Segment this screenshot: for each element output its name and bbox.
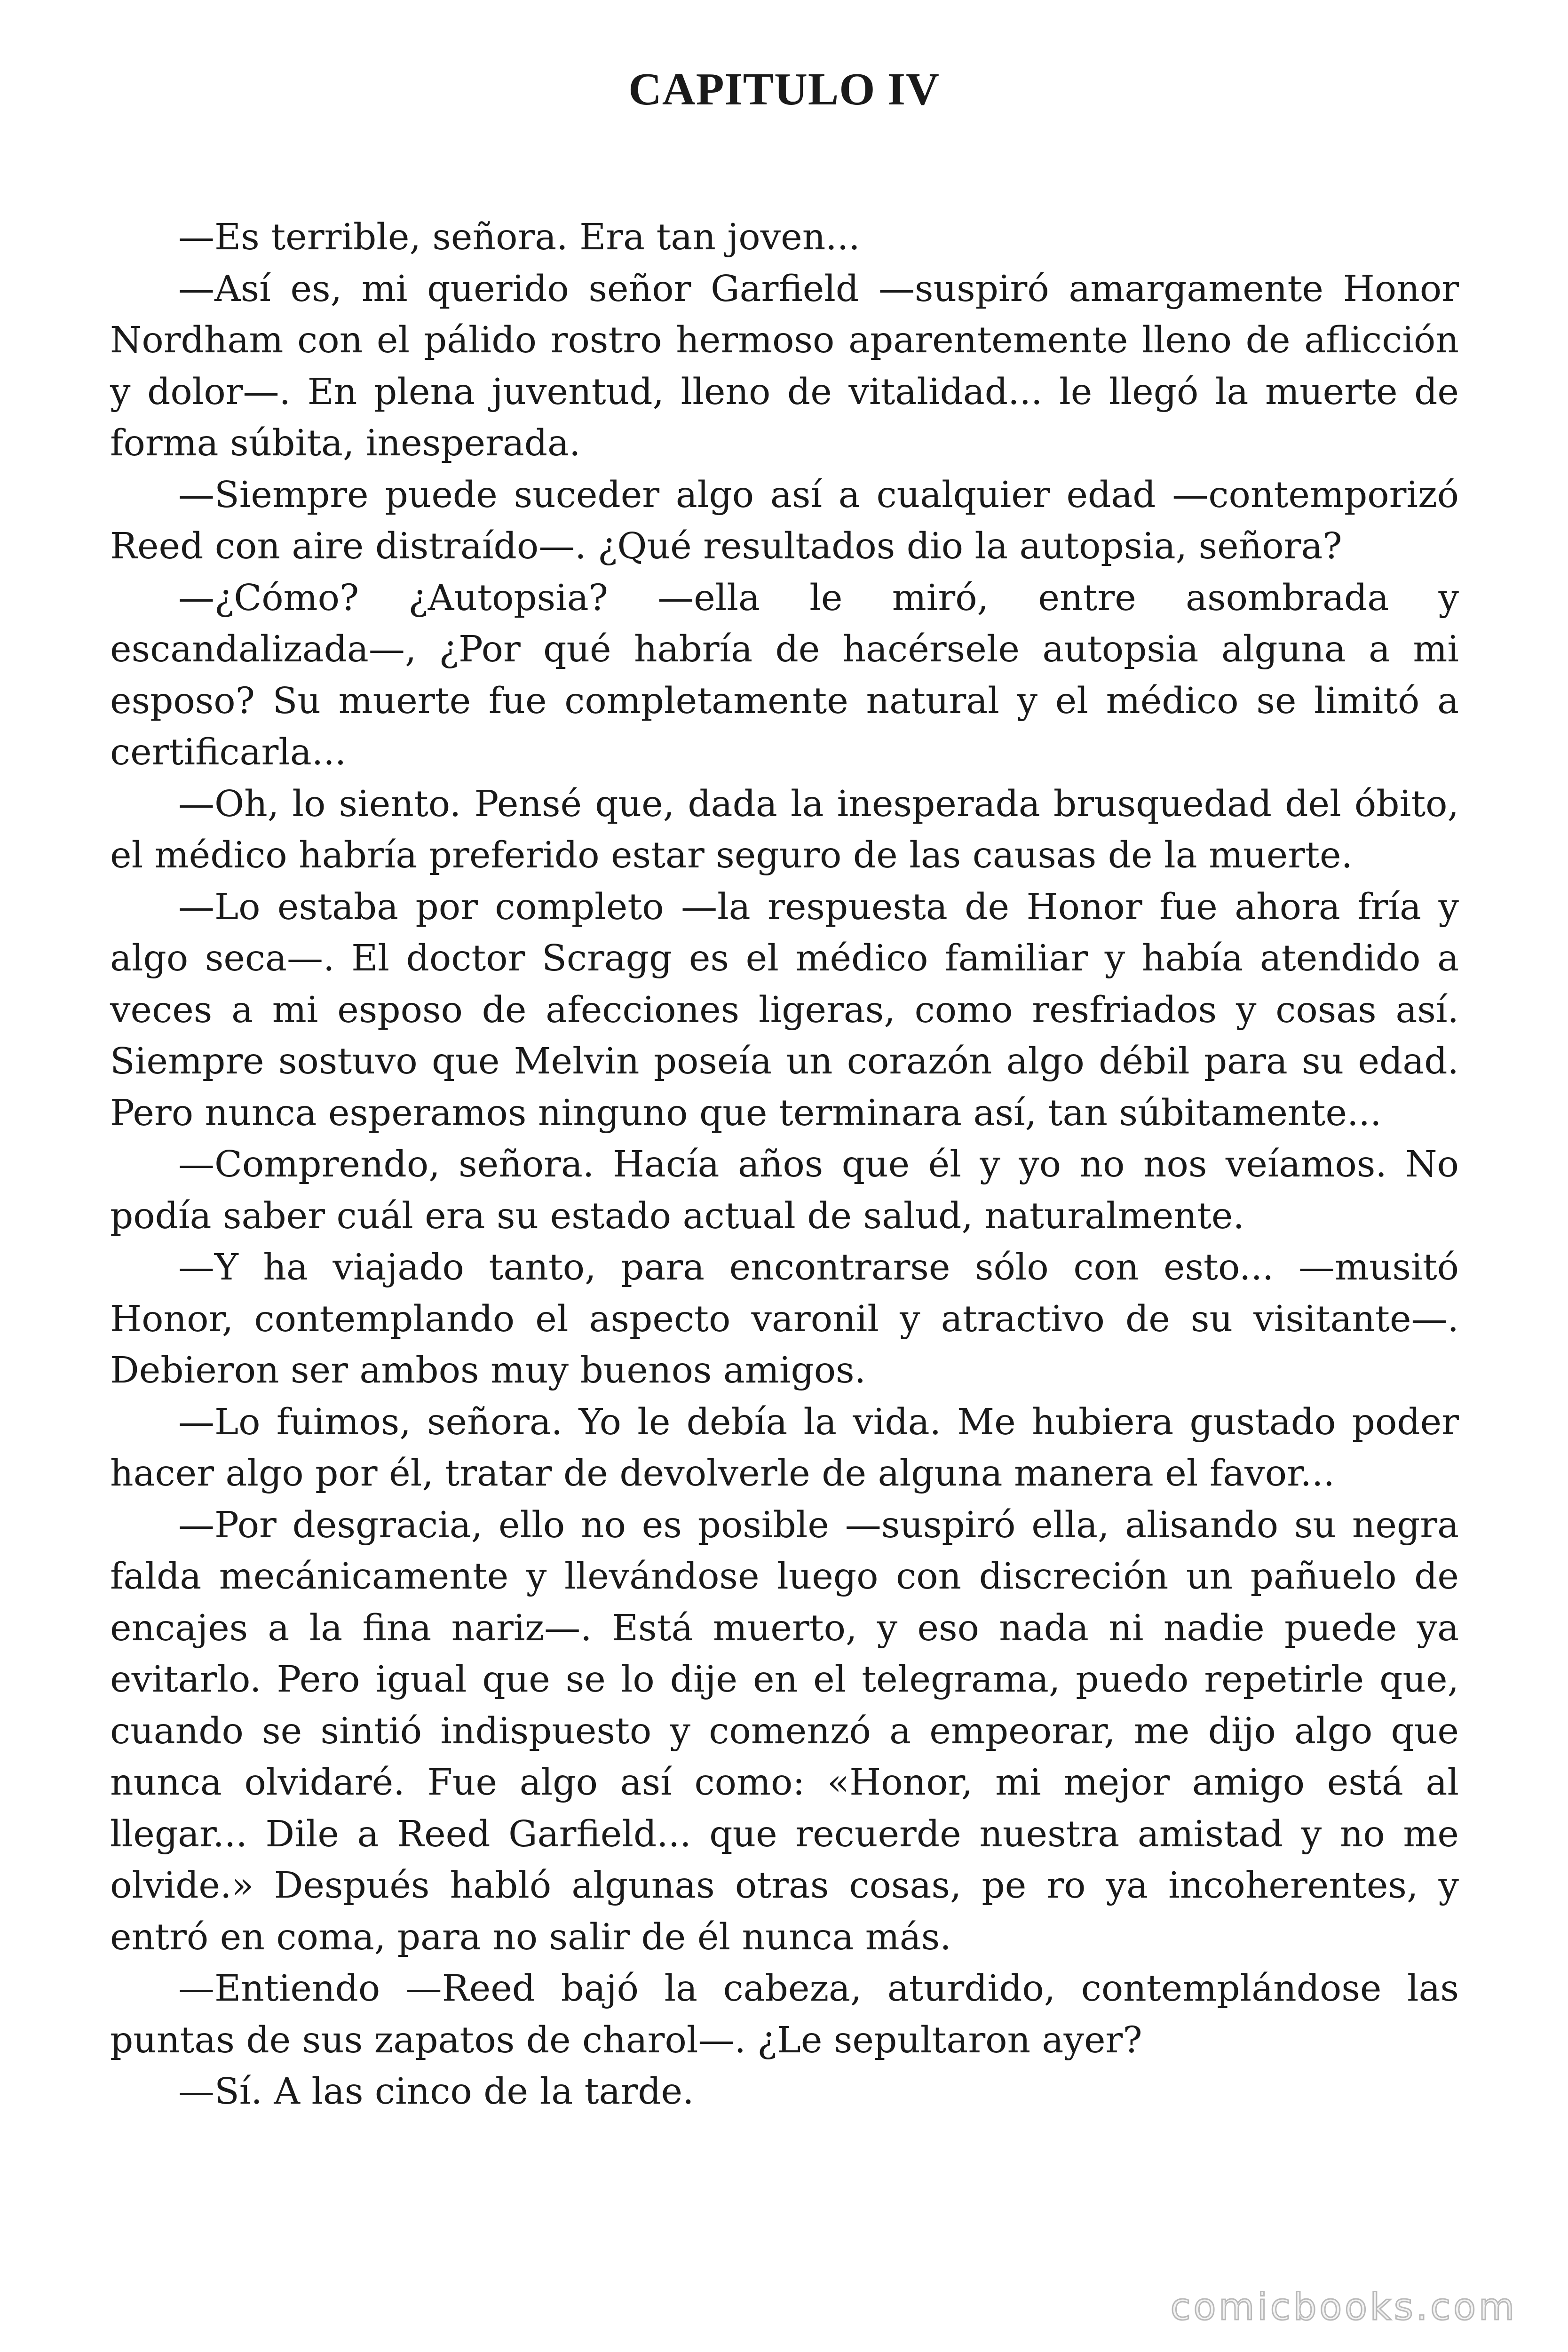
paragraph: —Así es, mi querido señor Garfield —suspiró amargamente Honor Nordham con el pálido rostro hermoso aparentemente lleno de aflicción y dolor—. En plena juventud, lleno de vitalidad... le llegó la muerte de forma súbita, inesperada. <box>110 268 1459 464</box>
chapter-title: CAPITULO IV <box>628 64 940 115</box>
paragraph: —Lo fuimos, señora. Yo le debía la vida. Me hubiera gustado poder hacer algo por él, tratar de devolverle de alguna manera el favor... <box>110 1401 1459 1494</box>
paragraph: —Oh, lo siento. Pensé que, dada la inesperada brusquedad del óbito, el médico habría preferido estar seguro de las causas de la muerte. <box>110 783 1459 876</box>
watermark-logo: comicbooks.com <box>1170 2286 1517 2328</box>
paragraph: —Y ha viajado tanto, para encontrarse sólo con esto... —musitó Honor, contemplando el aspecto varonil y atractivo de su visitante—. Debieron ser ambos muy buenos amigos. <box>110 1247 1459 1391</box>
paragraph: —Siempre puede suceder algo así a cualquier edad —contemporizó Reed con aire distraído—. ¿Qué resultados dio la autopsia, señora? <box>110 474 1459 567</box>
paragraph: —Por desgracia, ello no es posible —suspiró ella, alisando su negra falda mecánicamente y llevándose luego con discreción un pañuelo de encajes a la fina nariz—. Está muerto, y eso nada ni nadie puede ya evitarlo. Pero igual que se lo dije en el telegrama, puedo repetirle que, cuando se sintió indispuesto y comenzó a empeorar, me dijo algo que nunca olvidaré. Fue algo así como: «Honor, mi mejor amigo está al llegar... Dile a Reed Garfield... que recuerde nuestra amistad y no me olvide.» Después habló algunas otras cosas, pe ro ya incoherentes, y entró en coma, para no salir de él nunca más. <box>110 1504 1459 1958</box>
chapter-body <box>110 212 1459 2118</box>
paragraph: —Sí. A las cinco de la tarde. <box>178 2071 694 2113</box>
paragraph: —Lo estaba por completo —la respuesta de Honor fue ahora fría y algo seca—. El doctor Scragg es el médico familiar y había atendido a veces a mi esposo de afecciones ligeras, como resfriados y cosas así. Siempre sostuvo que Melvin poseía un corazón algo débil para su edad. Pero nunca esperamos ninguno que terminara así, tan súbitamente... <box>110 886 1459 1134</box>
paragraph: —¿Cómo? ¿Autopsia? —ella le miró, entre asombrada y escandalizada—, ¿Por qué habría de hacérsele autopsia alguna a mi esposo? Su muerte fue completamente natural y el médico se limitó a certificarla... <box>110 577 1459 773</box>
paragraph: —Es terrible, señora. Era tan joven... <box>178 216 860 258</box>
paragraph: —Entiendo —Reed bajó la cabeza, aturdido, contemplándose las puntas de sus zapatos de charol—. ¿Le sepultaron ayer? <box>110 1968 1459 2061</box>
paragraph: —Comprendo, señora. Hacía años que él y yo no nos veíamos. No podía saber cuál era su estado actual de salud, naturalmente. <box>110 1144 1459 1237</box>
